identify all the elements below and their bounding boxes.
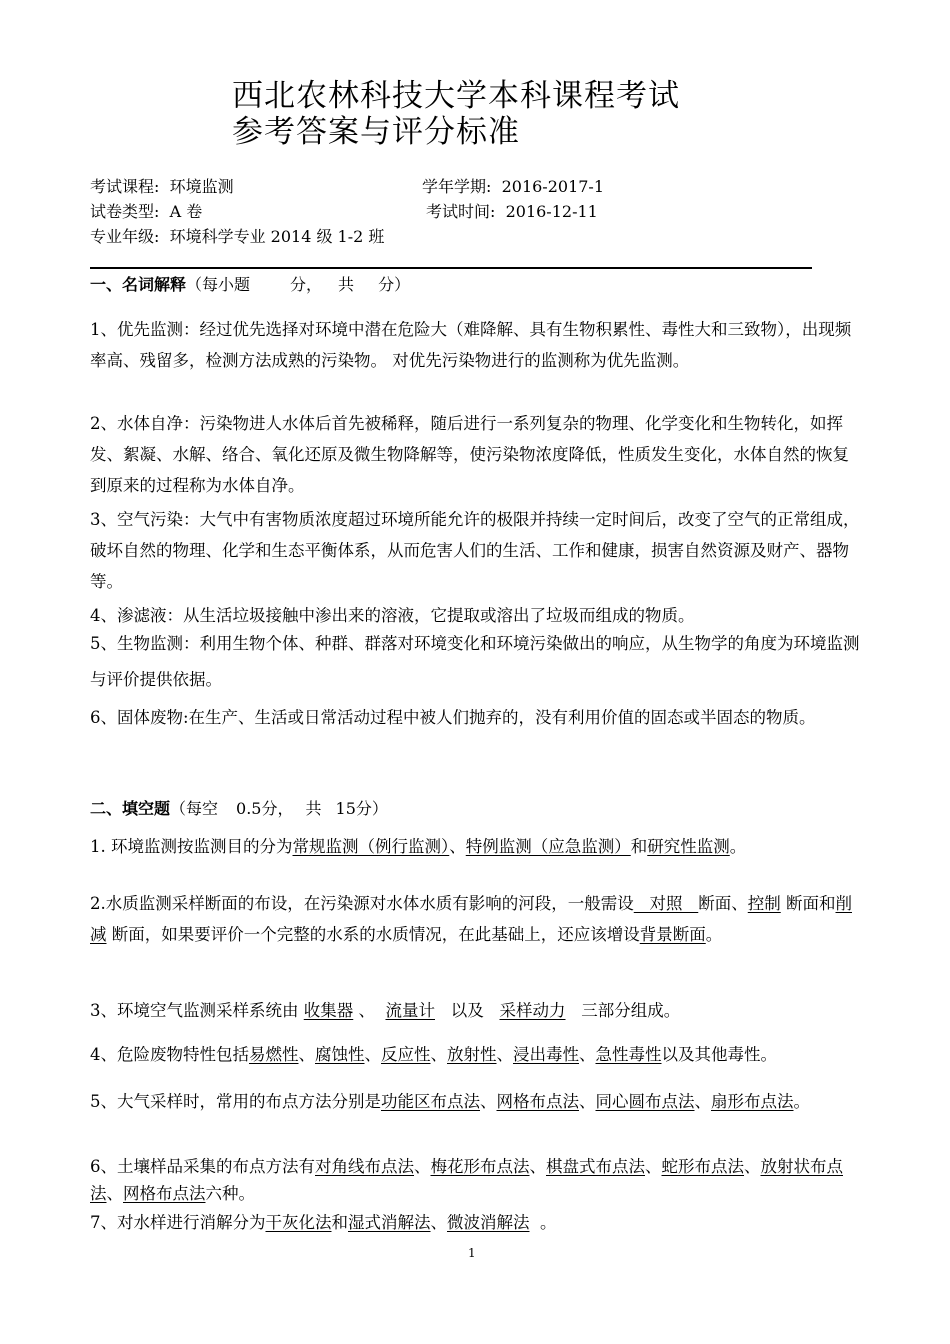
section2-title: 二、填空题 xyxy=(90,799,171,818)
section2-note-c: 分， xyxy=(261,799,294,818)
header-divider xyxy=(90,267,812,269)
section1-note-b: 分， xyxy=(290,275,323,294)
answer: 同心圆布点法 xyxy=(595,1092,695,1111)
answer: 微波消解法 xyxy=(447,1213,530,1232)
answer: 对角线布点法 xyxy=(315,1157,414,1176)
definition-item-6: 6、固体废物:在生产、生活或日常活动过程中被人们抛弃的，没有利用价值的固态或半固态的物质。 xyxy=(90,708,816,727)
major-value: 环境科学专业 2014 级 1-2 班 xyxy=(169,227,385,246)
section2-note-b: 0.5 xyxy=(236,799,262,818)
section1-note-a: （每小题 xyxy=(186,275,251,294)
definition-item-2: 2、水体自净：污染物进人水体后首先被稀释，随后进行一系列复杂的物理、化学变化和生物转化，如挥发、絮凝、水解、络合、氧化还原及微生物降解等，使污染物浓度降低，性质发生变化，水体自然的恢复到原来的过程称为水体自净。 xyxy=(90,414,849,495)
definition-item-3: 3、空气污染：大气中有害物质浓度超过环境所能允许的极限并持续一定时间后，改变了空气的正常组成，破坏自然的物理、化学和生态平衡体系，从而危害人们的生活、工作和健康，损害自然资源及财产、器物等。 xyxy=(90,510,860,591)
answer: 放射状布点法 xyxy=(90,1157,843,1203)
answer: 扇形布点法 xyxy=(711,1092,794,1111)
course-value: 环境监测 xyxy=(169,177,234,196)
fill-question-2: 2.水质监测采样断面的布设，在污染源对水体水质有影响的河段，一般需设 对照 断面、控制 断面和削减 断面，如果要评价一个完整的水系的水质情况，在此基础上，还应该增设背景断面。 xyxy=(90,894,852,944)
answer: 放射性 xyxy=(447,1045,497,1064)
major-label: 专业年级: xyxy=(90,227,160,246)
answer: 棋盘式布点法 xyxy=(546,1157,645,1176)
answer: 网格布点法 xyxy=(496,1092,579,1111)
answer: 浸出毒性 xyxy=(513,1045,579,1064)
exam-time-info xyxy=(426,202,598,222)
fill-question-5: 5、大气采样时，常用的布点方法分别是功能区布点法、网格布点法、同心圆布点法、扇形布点法。 xyxy=(90,1092,810,1111)
document-title xyxy=(232,78,680,150)
answer: 急性毒性 xyxy=(595,1045,662,1064)
paper-type-info xyxy=(90,202,202,222)
answer: 常规监测（例行监测） xyxy=(292,837,450,856)
answer: 腐蚀性 xyxy=(315,1045,365,1064)
answer: 控制 xyxy=(747,894,781,913)
term-label: 学年学期: xyxy=(422,177,492,196)
section1-title: 一、名词解释 xyxy=(90,275,187,294)
answer: 背景断面 xyxy=(639,925,706,944)
definition-item-4: 4、渗滤液：从生活垃圾接触中渗出来的溶液，它提取或溶出了垃圾而组成的物质。 xyxy=(90,606,695,625)
section2-heading xyxy=(90,798,388,820)
section1-note-c: 共 xyxy=(338,275,355,294)
answer: 采样动力 xyxy=(499,1001,566,1020)
answer: 削减 xyxy=(90,894,852,944)
answer: 收集器 xyxy=(303,1001,354,1020)
definition-item-5: 5、生物监测：利用生物个体、种群、群落对环境变化和环境污染做出的响应，从生物学的角度为环境监测与评价提供依据。 xyxy=(90,634,860,689)
answer: 湿式消解法 xyxy=(348,1213,431,1232)
paper-type-value: A 卷 xyxy=(169,202,203,221)
answer: 对照 xyxy=(649,894,683,913)
major-info xyxy=(90,227,384,247)
section2-note-d: 共 xyxy=(305,799,322,818)
answer: 研究性监测 xyxy=(647,837,730,856)
fill-question-7: 7、对水样进行消解分为干灰化法和湿式消解法、微波消解法 。 xyxy=(90,1213,557,1232)
answer: 特例监测（应急监测） xyxy=(465,837,631,856)
fill-question-4: 4、危险废物特性包括易燃性、腐蚀性、反应性、放射性、浸出毒性、急性毒性以及其他毒性。 xyxy=(90,1045,777,1064)
fill-question-1: 1. 环境监测按监测目的分为常规监测（例行监测）、特例监测（应急监测）和研究性监测。 xyxy=(90,837,747,856)
term-value: 2016-2017-1 xyxy=(501,177,605,196)
section2-note-a: （每空 xyxy=(170,799,219,818)
term-info xyxy=(422,177,604,197)
course-label: 考试课程: xyxy=(90,177,160,196)
fill-question-6: 6、土壤样品采集的布点方法有对角线布点法、梅花形布点法、棋盘式布点法、蛇形布点法、放射状布点法、网格布点法六种。 xyxy=(90,1157,843,1203)
definition-item-1: 1、优先监测：经过优先选择对环境中潜在危险大（难降解、具有生物积累性、毒性大和三致物），出现频率高、残留多，检测方法成熟的污染物。 对优先污染物进行的监测称为优先监测。 xyxy=(90,320,852,370)
exam-time-value: 2016-12-11 xyxy=(505,202,598,221)
section1-heading xyxy=(90,274,410,296)
paper-type-label: 试卷类型: xyxy=(90,202,160,221)
title-line-2: 参考答案与评分标准 xyxy=(232,114,520,150)
section2-note-f: 分） xyxy=(355,799,388,818)
answer: 反应性 xyxy=(381,1045,431,1064)
fill-question-3: 3、环境空气监测采样系统由 收集器 、 流量计 以及 采样动力 三部分组成。 xyxy=(90,1001,681,1020)
answer: 易燃性 xyxy=(249,1045,299,1064)
answer: 功能区布点法 xyxy=(381,1092,480,1111)
section2-note-e: 15 xyxy=(335,799,356,818)
answer: 干灰化法 xyxy=(265,1213,332,1232)
course-info xyxy=(90,177,234,197)
page-number: 1 xyxy=(468,1246,476,1260)
section1-note-d: 分） xyxy=(378,275,411,294)
exam-time-label: 考试时间: xyxy=(426,202,496,221)
answer: 蛇形布点法 xyxy=(661,1157,744,1176)
answer: 梅花形布点法 xyxy=(430,1157,530,1176)
title-line-1: 西北农林科技大学本科课程考试 xyxy=(232,78,680,114)
answer: 网格布点法 xyxy=(123,1184,206,1203)
answer: 流量计 xyxy=(385,1001,435,1020)
